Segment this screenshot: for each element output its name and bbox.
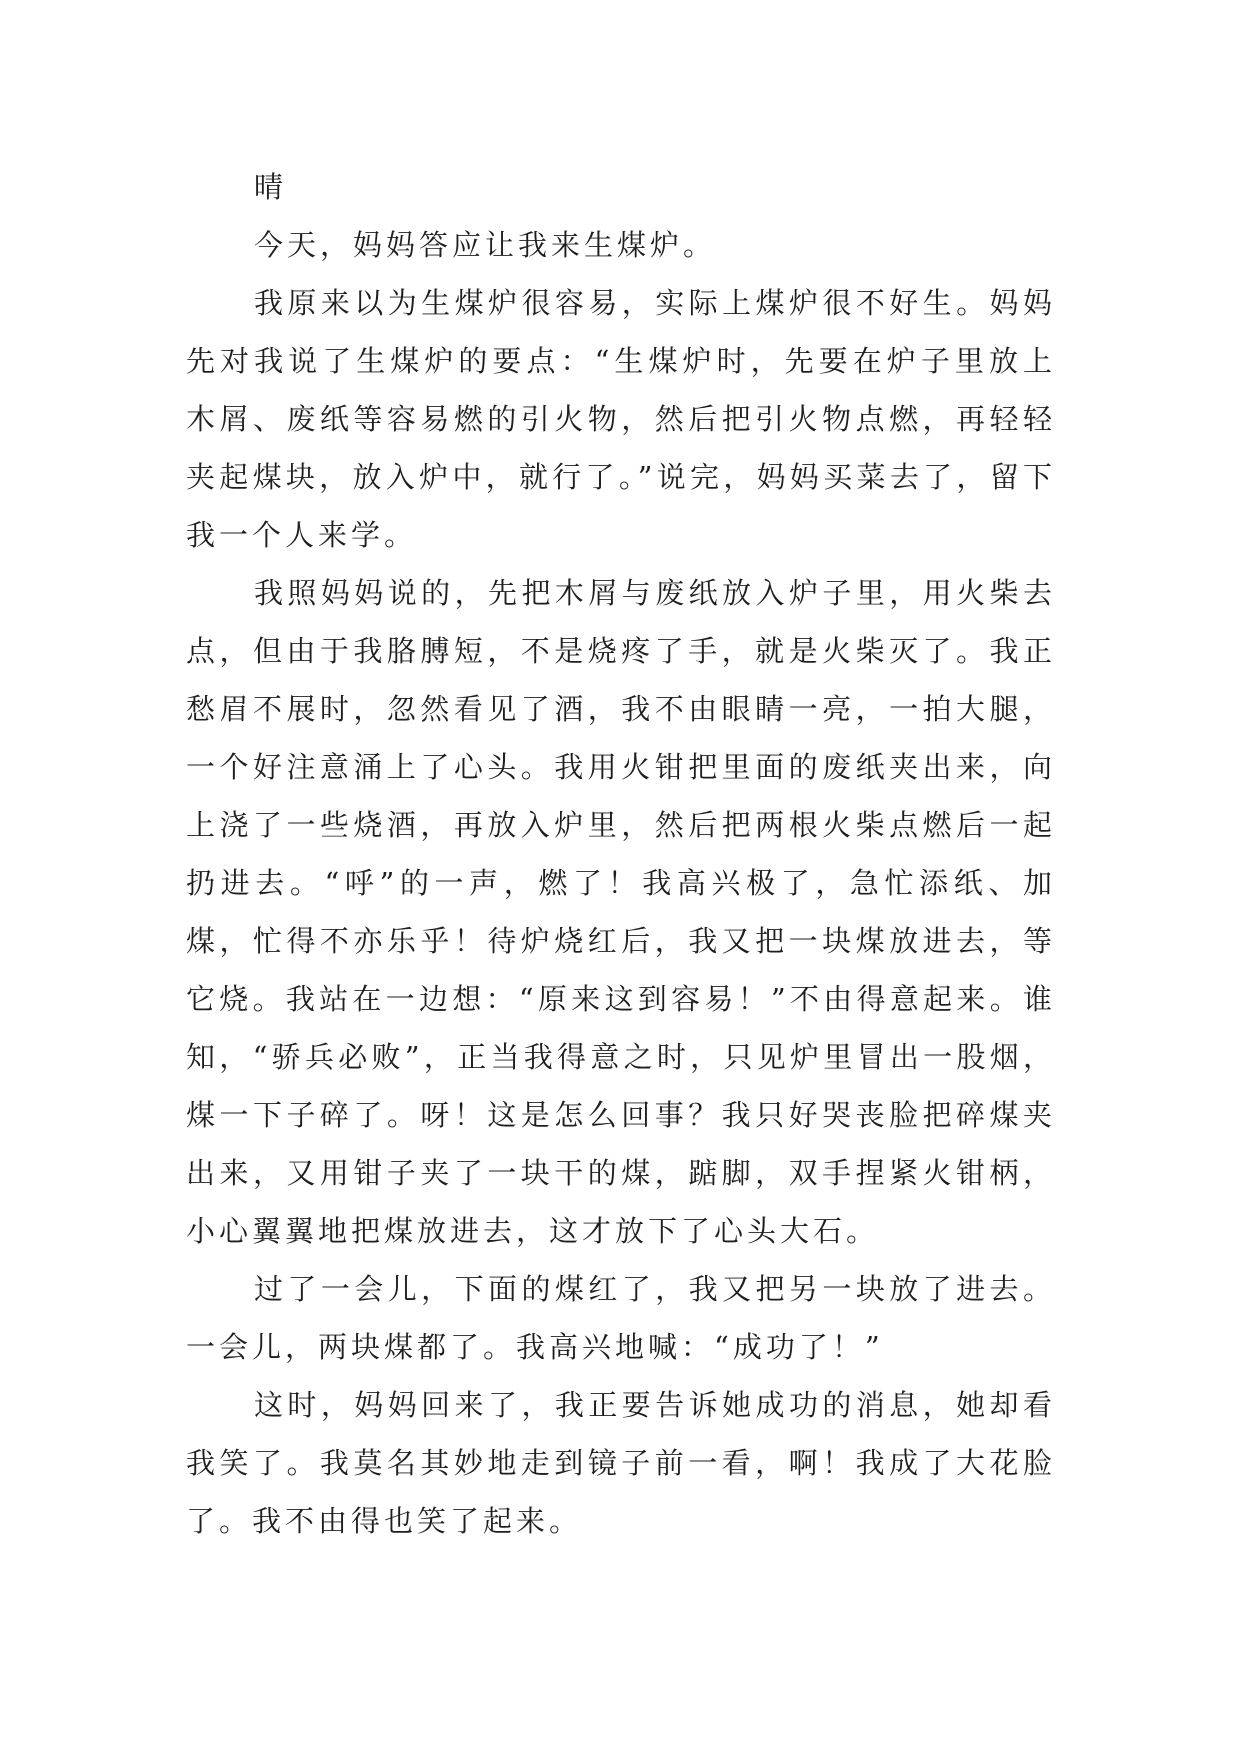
paragraph: 我照妈妈说的，先把木屑与废纸放入炉子里，用火柴去点，但由于我胳膊短，不是烧疼了手，就是火柴灭了。我正愁眉不展时，忽然看见了酒，我不由眼睛一亮，一拍大腿，一个好注意涌上了心头。我用火钳把里面的废纸夹出来，向上浇了一些烧酒，再放入炉里，然后把两根火柴点燃后一起扔进去。“呼”的一声，燃了！我高兴极了，急忙添纸、加煤，忙得不亦乐乎！待炉烧红后，我又把一块煤放进去，等它烧。我站在一边想：“原来这到容易！”不由得意起来。谁知，“骄兵必败”，正当我得意之时，只见炉里冒出一股烟，煤一下子碎了。呀！这是怎么回事？我只好哭丧脸把碎煤夹出来，又用钳子夹了一块干的煤，踮脚，双手捏紧火钳柄，小心翼翼地把煤放进去，这才放下了心头大石。 bbox=[186, 576, 1056, 1248]
weather-line: 晴 bbox=[254, 170, 288, 204]
document-page bbox=[186, 158, 1056, 1550]
paragraph: 过了一会儿，下面的煤红了，我又把另一块放了进去。一会儿，两块煤都了。我高兴地喊：“成功了！” bbox=[186, 1272, 1056, 1364]
paragraph: 今天，妈妈答应让我来生煤炉。 bbox=[254, 228, 717, 262]
paragraph: 我原来以为生煤炉很容易，实际上煤炉很不好生。妈妈先对我说了生煤炉的要点：“生煤炉时，先要在炉子里放上木屑、废纸等容易燃的引火物，然后把引火物点燃，再轻轻夹起煤块，放入炉中，就行了。”说完，妈妈买菜去了，留下我一个人来学。 bbox=[186, 286, 1056, 552]
paragraph: 这时，妈妈回来了，我正要告诉她成功的消息，她却看我笑了。我莫名其妙地走到镜子前一看，啊！我成了大花脸了。我不由得也笑了起来。 bbox=[186, 1388, 1056, 1538]
